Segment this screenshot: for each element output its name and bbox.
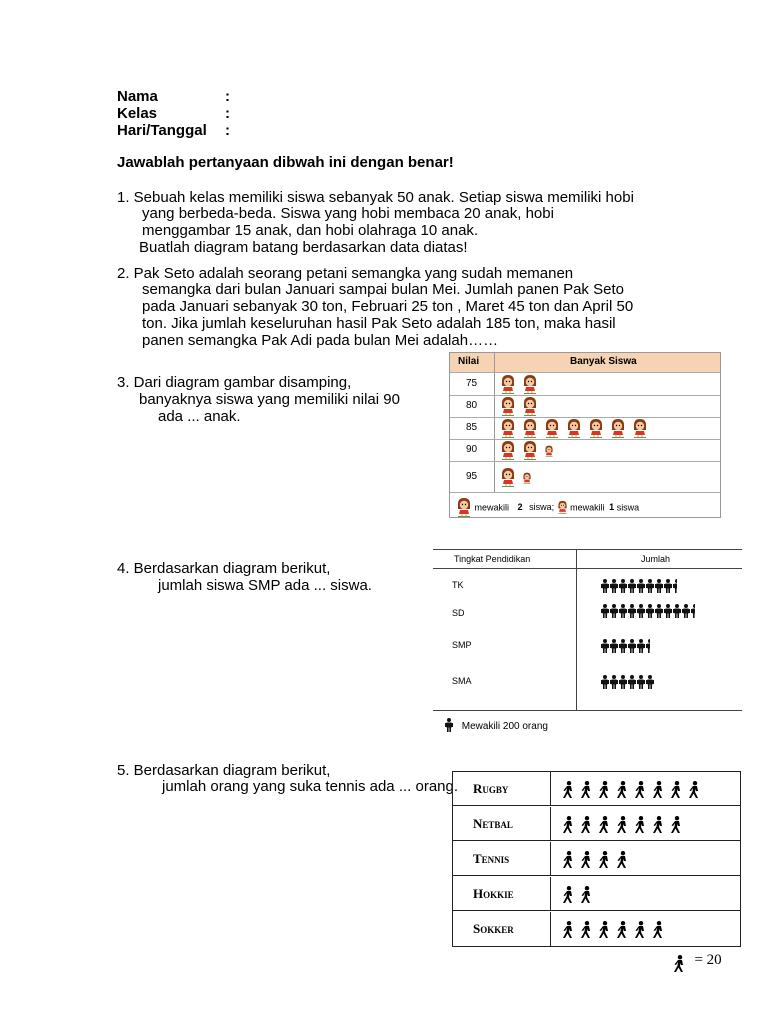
table-row <box>450 372 720 396</box>
walking-person-icon <box>597 816 611 839</box>
person-icon <box>619 675 627 694</box>
divider <box>433 710 742 711</box>
walking-person-icon <box>561 886 575 909</box>
q2-line1: 2. Pak Seto adalah seorang petani semangka yang sudah memanen <box>117 265 574 282</box>
col-jumlah-header: Jumlah <box>641 554 671 564</box>
q1-line2: yang berbeda-beda. Siswa yang hobi membaca 20 anak, hobi <box>142 205 554 222</box>
divider <box>433 549 742 550</box>
person-icon <box>655 604 663 623</box>
pictogram-icons <box>601 579 678 598</box>
person-icon <box>673 604 681 623</box>
kelas-label: Kelas <box>117 105 158 122</box>
person-icon <box>610 579 618 598</box>
q5-line1: 5. Berdasarkan diagram berikut, <box>117 762 331 779</box>
person-icon <box>637 579 645 598</box>
table-row <box>453 772 740 806</box>
pictogram-icons <box>601 639 651 658</box>
nama-label: Nama <box>117 88 158 105</box>
tingkat-label: SMP <box>452 640 472 650</box>
walking-person-icon <box>597 851 611 874</box>
walking-person-icon <box>651 781 665 804</box>
sport-label: Sokker <box>453 912 551 946</box>
pictogram-pendidikan-table <box>433 549 742 711</box>
tingkat-label: SD <box>452 608 465 618</box>
pictogram-icons <box>601 604 696 623</box>
person-icon <box>637 675 645 694</box>
nilai-label: 80 <box>466 400 478 411</box>
walking-person-icon <box>561 816 575 839</box>
legend-text: Mewakili 200 orang <box>461 721 548 732</box>
table-row <box>453 912 740 946</box>
person-icon <box>646 604 654 623</box>
q2-line4: ton. Jika jumlah keseluruhan hasil Pak Seto adalah 185 ton, maka hasil <box>142 315 616 332</box>
person-icon <box>601 579 609 598</box>
walking-person-icon <box>633 816 647 839</box>
walking-person-icon <box>579 886 593 909</box>
walking-person-icon <box>579 781 593 804</box>
person-icon <box>664 579 672 598</box>
person-icon <box>628 579 636 598</box>
table-row <box>453 842 740 876</box>
person-icon <box>628 675 636 694</box>
nilai-label: 75 <box>466 378 478 389</box>
q2-line3: pada Januari sebanyak 30 ton, Februari 25 ton , Maret 45 ton dan April 50 <box>142 298 634 315</box>
nilai-label: 85 <box>466 422 478 433</box>
person-icon <box>610 675 618 694</box>
q3-line3: ada ... anak. <box>158 408 241 425</box>
legend <box>672 952 722 978</box>
table-row <box>450 461 720 493</box>
walking-person-icon <box>561 851 575 874</box>
person-icon <box>610 604 618 623</box>
person-icon <box>637 604 645 623</box>
person-icon <box>619 579 627 598</box>
walking-person-icon <box>633 781 647 804</box>
pictogram-nilai-table <box>449 352 721 518</box>
table-row <box>453 807 740 841</box>
walking-person-icon <box>561 921 575 944</box>
col-tingkat-header: Tingkat Pendidikan <box>454 554 531 564</box>
legend-unit: siswa <box>616 502 640 513</box>
pictogram-olahraga-table <box>452 771 741 947</box>
q3-line1: 3. Dari diagram gambar disamping, <box>117 374 352 391</box>
walking-person-icon <box>615 851 629 874</box>
walking-person-icon <box>651 816 665 839</box>
tanggal-label: Hari/Tanggal <box>117 122 207 139</box>
walking-person-icon <box>615 781 629 804</box>
half-girl-icon <box>557 500 568 516</box>
table-header <box>450 353 720 373</box>
half-girl-icon <box>544 444 554 462</box>
partial-person-icon <box>673 579 677 598</box>
walking-person-icon <box>579 851 593 874</box>
walking-person-icon <box>615 816 629 839</box>
tingkat-label: TK <box>452 580 464 590</box>
person-icon <box>664 604 672 623</box>
girl-icon <box>500 467 516 492</box>
legend <box>445 718 548 735</box>
sport-label: Tennis <box>453 842 551 876</box>
person-icon <box>619 639 627 658</box>
person-icon <box>445 718 453 735</box>
walking-person-icon <box>687 781 701 804</box>
col-nilai-header: Nilai <box>458 356 480 367</box>
q1-line3: menggambar 15 anak, dan hobi olahraga 10 anak. <box>142 222 479 239</box>
pictogram-icons <box>561 816 687 839</box>
person-icon <box>628 604 636 623</box>
col-banyak-siswa-header: Banyak Siswa <box>570 356 637 367</box>
pictogram-icons <box>561 781 705 804</box>
person-icon <box>610 639 618 658</box>
pictogram-icons <box>561 886 597 909</box>
walking-person-icon <box>615 921 629 944</box>
walking-person-icon <box>672 955 686 978</box>
instruction: Jawablah pertanyaan dibwah ini dengan benar! <box>117 154 454 171</box>
walking-person-icon <box>561 781 575 804</box>
person-icon <box>637 639 645 658</box>
tingkat-label: SMA <box>452 676 472 686</box>
person-icon <box>628 639 636 658</box>
legend-text: = 20 <box>694 952 722 968</box>
nilai-label: 90 <box>466 444 478 455</box>
walking-person-icon <box>597 781 611 804</box>
q1-line1: 1. Sebuah kelas memiliki siswa sebanyak 50 anak. Setiap siswa memiliki hobi <box>117 189 634 206</box>
table-row <box>450 439 720 462</box>
person-icon <box>601 675 609 694</box>
walking-person-icon <box>669 816 683 839</box>
walking-person-icon <box>633 921 647 944</box>
tanggal-colon: : <box>225 122 230 139</box>
partial-person-icon <box>691 604 695 623</box>
divider <box>433 568 742 569</box>
walking-person-icon <box>597 921 611 944</box>
legend-number: 2 <box>517 502 523 513</box>
kelas-colon: : <box>225 105 230 122</box>
person-icon <box>619 604 627 623</box>
person-icon <box>682 604 690 623</box>
walking-person-icon <box>651 921 665 944</box>
nama-colon: : <box>225 88 230 105</box>
girl-icon <box>456 497 472 519</box>
table-row <box>450 417 720 440</box>
sport-label: Netbal <box>453 807 551 841</box>
q2-line2: semangka dari bulan Januari sampai bulan Mei. Jumlah panen Pak Seto <box>142 281 624 298</box>
q3-line2: banyaknya siswa yang memiliki nilai 90 <box>139 391 400 408</box>
sport-label: Rugby <box>453 772 551 806</box>
person-icon <box>646 579 654 598</box>
person-icon <box>601 639 609 658</box>
q1-line4: Buatlah diagram batang berdasarkan data diatas! <box>139 239 468 256</box>
q5-line2: jumlah orang yang suka tennis ada ... orang. <box>162 778 459 795</box>
walking-person-icon <box>579 921 593 944</box>
legend-text: mewakili <box>570 502 605 513</box>
partial-person-icon <box>646 639 650 658</box>
pictogram-icons <box>500 467 538 492</box>
legend-text: mewakili <box>474 502 510 513</box>
person-icon <box>601 604 609 623</box>
walking-person-icon <box>669 781 683 804</box>
table-row <box>450 395 720 418</box>
q4-line1: 4. Berdasarkan diagram berikut, <box>117 560 331 577</box>
walking-person-icon <box>579 816 593 839</box>
legend <box>456 497 639 519</box>
nilai-label: 95 <box>466 471 478 482</box>
pictogram-icons <box>601 675 655 694</box>
legend-number: 1 <box>609 502 615 513</box>
q4-line2: jumlah siswa SMP ada ... siswa. <box>158 577 372 594</box>
legend-unit: siswa; <box>529 502 555 513</box>
table-row <box>453 877 740 911</box>
pictogram-icons <box>561 921 669 944</box>
pictogram-icons <box>561 851 633 874</box>
person-icon <box>655 579 663 598</box>
half-girl-icon <box>522 471 532 489</box>
q2-line5: panen semangka Pak Adi pada bulan Mei adalah…… <box>142 332 499 349</box>
column-divider <box>576 549 577 711</box>
person-icon <box>646 675 654 694</box>
sport-label: Hokkie <box>453 877 551 911</box>
